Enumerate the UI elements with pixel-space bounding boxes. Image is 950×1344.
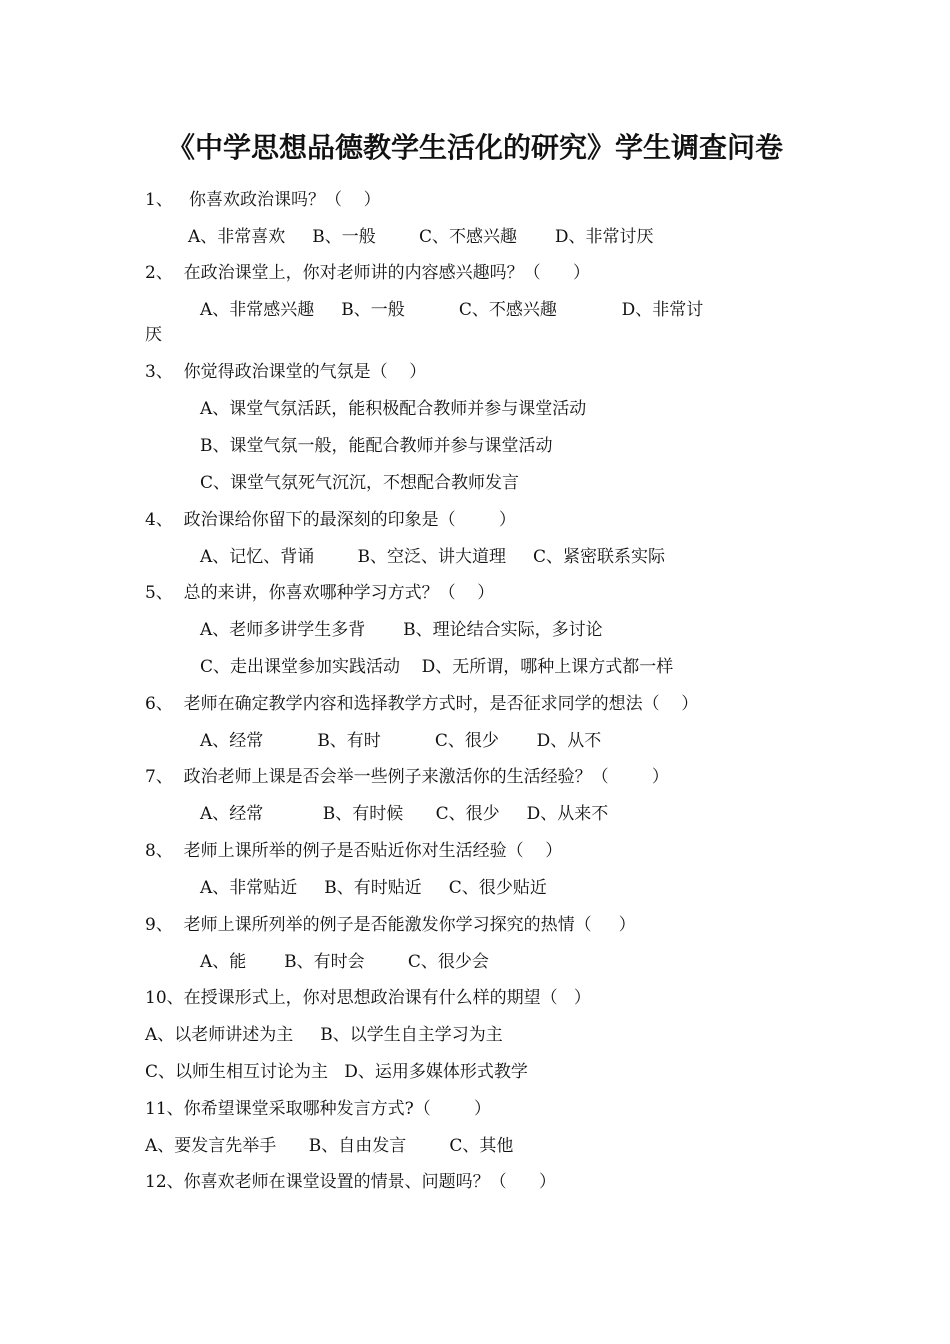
question-7: 7、 政治老师上课是否会举一些例子来激活你的生活经验？（ ） (145, 767, 669, 787)
question-2-options: A、非常感兴趣 B、一般 C、不感兴趣 D、非常讨 (200, 300, 704, 320)
question-8-options: A、非常贴近 B、有时贴近 C、很少贴近 (200, 878, 547, 898)
question-5-options-cd: C、走出课堂参加实践活动 D、无所谓，哪种上课方式都一样 (200, 657, 674, 677)
question-12: 12、你喜欢老师在课堂设置的情景、问题吗？（ ） (145, 1172, 557, 1192)
question-11-options: A、要发言先举手 B、自由发言 C、其他 (145, 1136, 514, 1156)
question-4: 4、 政治课给你留下的最深刻的印象是（ ） (145, 510, 516, 530)
page-title: 《中学思想品德教学生活化的研究》学生调查问卷 (166, 131, 783, 164)
question-10-options-ab: A、以老师讲述为主 B、以学生自主学习为主 (145, 1025, 503, 1045)
question-8: 8、 老师上课所举的例子是否贴近你对生活经验（ ） (145, 841, 563, 861)
question-5-options-ab: A、老师多讲学生多背 B、理论结合实际，多讨论 (200, 620, 603, 640)
question-4-options: A、记忆、背诵 B、空泛、讲大道理 C、紧密联系实际 (200, 547, 666, 567)
question-6: 6、 老师在确定教学内容和选择教学方式时，是否征求同学的想法（ ） (145, 694, 699, 714)
question-9: 9、 老师上课所列举的例子是否能激发你学习探究的热情（ ） (145, 915, 636, 935)
question-9-options: A、能 B、有时会 C、很少会 (200, 952, 489, 972)
question-11: 11、你希望课堂采取哪种发言方式?（ ） (145, 1099, 491, 1119)
question-3-option-b: B、课堂气氛一般，能配合教师并参与课堂活动 (200, 436, 553, 456)
question-2: 2、 在政治课堂上，你对老师讲的内容感兴趣吗？（ ） (145, 263, 591, 283)
question-3-option-c: C、课堂气氛死气沉沉，不想配合教师发言 (200, 473, 520, 493)
question-10: 10、在授课形式上，你对思想政治课有什么样的期望（ ） (145, 988, 591, 1008)
question-6-options: A、经常 B、有时 C、很少 D、从不 (200, 731, 602, 751)
question-3-option-a: A、课堂气氛活跃，能积极配合教师并参与课堂活动 (200, 399, 587, 419)
question-7-options: A、经常 B、有时候 C、很少 D、从来不 (200, 804, 609, 824)
question-5: 5、 总的来讲，你喜欢哪种学习方式？（ ） (145, 583, 495, 603)
question-10-options-cd: C、以师生相互讨论为主 D、运用多媒体形式教学 (145, 1062, 528, 1082)
question-2-options-continued: 厌 (145, 325, 162, 345)
question-3: 3、 你觉得政治课堂的气氛是（ ） (145, 362, 427, 382)
question-1: 1、 你喜欢政治课吗？（ ） (145, 190, 381, 210)
question-1-options: A、非常喜欢 B、一般 C、不感兴趣 D、非常讨厌 (188, 227, 654, 247)
